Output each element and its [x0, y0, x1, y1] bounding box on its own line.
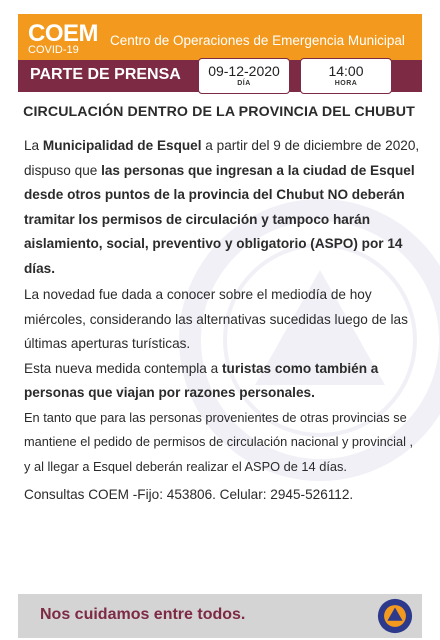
p1-text-1: La — [24, 138, 43, 153]
p3-bold-1: turistas como también a personas que viajan por razones personales. — [24, 360, 379, 400]
p1-bold-1: Municipalidad de Esquel — [42, 138, 202, 153]
hour-label: HORA — [334, 80, 358, 87]
covid-logo-text: COVID-19 — [28, 44, 79, 56]
center-title: Centro de Operaciones de Emergencia Municipal — [110, 33, 405, 48]
proteccion-civil-icon — [376, 597, 414, 635]
p1-text-2: a partir del 9 de diciembre de 2020, dispuso que — [24, 138, 420, 178]
p3-text-1: Esta nueva medida contempla a — [24, 360, 222, 376]
date-value: 09-12-2020 — [208, 63, 280, 79]
date-box — [198, 58, 290, 94]
footer-band — [18, 594, 422, 638]
contact-line: Consultas COEM -Fijo: 453806. Celular: 2945-526112. — [24, 487, 354, 502]
p1-bold-2: las personas que ingresan a la ciudad de Esquel desde otros puntos de la provincia del Chubut NO deberán tramitar los permisos de circulación y tampoco harán aislamiento, social, preventivo y obligatorio (ASPO) por 14 días. — [24, 162, 415, 276]
article-headline: CIRCULACIÓN DENTRO DE LA PROVINCIA DEL CHUBUT — [23, 104, 415, 120]
hour-box — [300, 58, 392, 94]
paragraph-1 — [24, 134, 420, 281]
section-label: PARTE DE PRENSA — [30, 66, 181, 83]
header — [0, 0, 440, 60]
footer-slogan: Nos cuidamos entre todos. — [40, 606, 246, 623]
hour-value: 14:00 — [328, 63, 364, 79]
date-label: DÍA — [237, 80, 251, 87]
paragraph-3 — [24, 357, 420, 406]
article — [24, 104, 420, 508]
paragraph-4: En tanto que para las personas provenientes de otras provincias se mantiene el pedido de permisos de circulación nacional y provincial , y al llegar a Esquel deberán realizar el ASPO de 14 días. — [24, 409, 414, 474]
coem-logo: COEM — [28, 20, 98, 47]
paragraph-2: La novedad fue dada a conocer sobre el mediodía de hoy miércoles, considerando las alternativas sucedidas luego de las últimas aperturas turísticas. — [24, 287, 408, 351]
